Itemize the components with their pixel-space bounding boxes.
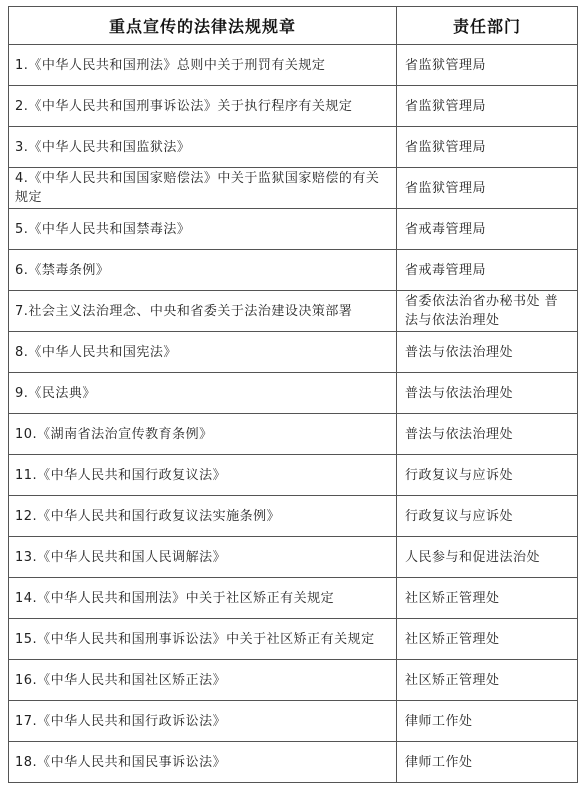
department-cell: 普法与依法治理处 (397, 414, 578, 455)
law-cell: 6.《禁毒条例》 (9, 250, 397, 291)
table-row (9, 250, 578, 291)
department-cell: 省戒毒管理局 (397, 209, 578, 250)
table-row (9, 742, 578, 783)
table-row (9, 455, 578, 496)
law-cell: 12.《中华人民共和国行政复议法实施条例》 (9, 496, 397, 537)
table-row (9, 373, 578, 414)
department-cell: 行政复议与应诉处 (397, 496, 578, 537)
law-responsibility-table (8, 6, 578, 783)
law-cell: 17.《中华人民共和国行政诉讼法》 (9, 701, 397, 742)
law-cell: 10.《湖南省法治宣传教育条例》 (9, 414, 397, 455)
table-row (9, 127, 578, 168)
law-cell: 14.《中华人民共和国刑法》中关于社区矫正有关规定 (9, 578, 397, 619)
table-row (9, 496, 578, 537)
table-row (9, 209, 578, 250)
law-cell: 1.《中华人民共和国刑法》总则中关于刑罚有关规定 (9, 45, 397, 86)
law-cell: 11.《中华人民共和国行政复议法》 (9, 455, 397, 496)
table-row (9, 45, 578, 86)
table-row (9, 86, 578, 127)
department-cell: 省监狱管理局 (397, 168, 578, 209)
department-cell: 省监狱管理局 (397, 86, 578, 127)
law-cell: 7.社会主义法治理念、中央和省委关于法治建设决策部署 (9, 291, 397, 332)
law-cell: 5.《中华人民共和国禁毒法》 (9, 209, 397, 250)
department-cell: 社区矫正管理处 (397, 619, 578, 660)
header-department: 责任部门 (397, 7, 578, 45)
department-cell: 普法与依法治理处 (397, 373, 578, 414)
law-cell: 18.《中华人民共和国民事诉讼法》 (9, 742, 397, 783)
table-header-row (9, 7, 578, 45)
header-law: 重点宣传的法律法规规章 (9, 7, 397, 45)
table-row (9, 701, 578, 742)
table-row (9, 168, 578, 209)
table-row (9, 291, 578, 332)
table-row (9, 619, 578, 660)
table-row (9, 414, 578, 455)
law-cell: 13.《中华人民共和国人民调解法》 (9, 537, 397, 578)
department-cell: 普法与依法治理处 (397, 332, 578, 373)
table-row (9, 332, 578, 373)
law-cell: 15.《中华人民共和国刑事诉讼法》中关于社区矫正有关规定 (9, 619, 397, 660)
law-cell: 2.《中华人民共和国刑事诉讼法》关于执行程序有关规定 (9, 86, 397, 127)
law-cell: 8.《中华人民共和国宪法》 (9, 332, 397, 373)
law-cell: 3.《中华人民共和国监狱法》 (9, 127, 397, 168)
department-cell: 律师工作处 (397, 701, 578, 742)
table-row (9, 660, 578, 701)
department-cell: 社区矫正管理处 (397, 660, 578, 701)
table-row (9, 537, 578, 578)
law-cell: 9.《民法典》 (9, 373, 397, 414)
department-cell: 律师工作处 (397, 742, 578, 783)
law-responsibility-table-container (8, 6, 577, 783)
department-cell: 人民参与和促进法治处 (397, 537, 578, 578)
table-row (9, 578, 578, 619)
department-cell: 省监狱管理局 (397, 45, 578, 86)
department-cell: 省委依法治省办秘书处 普法与依法治理处 (397, 291, 578, 332)
law-cell: 16.《中华人民共和国社区矫正法》 (9, 660, 397, 701)
department-cell: 省监狱管理局 (397, 127, 578, 168)
department-cell: 行政复议与应诉处 (397, 455, 578, 496)
law-cell: 4.《中华人民共和国国家赔偿法》中关于监狱国家赔偿的有关规定 (9, 168, 397, 209)
department-cell: 省戒毒管理局 (397, 250, 578, 291)
department-cell: 社区矫正管理处 (397, 578, 578, 619)
